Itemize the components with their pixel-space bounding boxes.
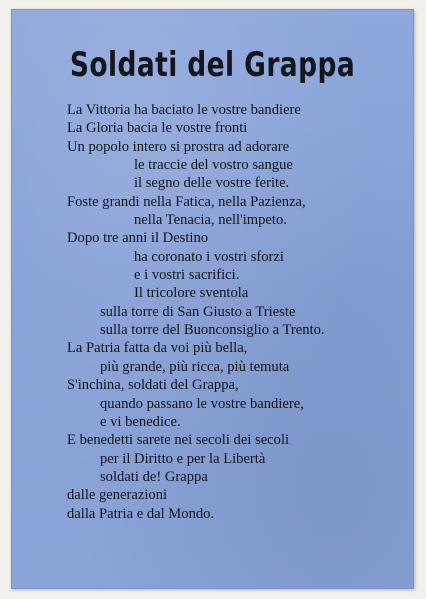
verse-line: La Vittoria ha baciato le vostre bandiere (67, 102, 301, 118)
verse-line: sulla torre di San Giusto a Trieste (100, 303, 296, 320)
poster-title: Soldati del Grappa (69, 45, 356, 85)
verse-line: S'inchina, soldati del Grappa, (67, 377, 239, 394)
verse-line: le traccie del vostro sangue (134, 157, 293, 174)
verse-line: Dopo tre anni il Destino (67, 230, 209, 247)
verse-line: ha coronato i vostri sforzi (134, 248, 284, 265)
verse-line: Il tricolore sventola (134, 285, 249, 302)
verse-line: La Patria fatta da voi più bella, (67, 340, 248, 357)
verse-line: per il Diritto e per la Libertà (100, 450, 266, 467)
verse-line: sulla torre del Buonconsiglio a Trento. (100, 322, 325, 339)
verse-line: quando passano le vostre bandiere, (100, 395, 304, 412)
verse-line: La Gloria bacia le vostre fronti (67, 120, 248, 137)
verse-line: più grande, più ricca, più temuta (100, 358, 290, 375)
verse-line: nella Tenacia, nell'impeto. (134, 212, 287, 229)
verse-line: dalla Patria e dal Mondo. (67, 505, 215, 522)
verse-line: e vi benedice. (100, 413, 181, 430)
verse-line: soldati de! Grappa (100, 468, 208, 485)
verse-list (11, 101, 414, 523)
verse-line: Un popolo intero si prostra ad adorare (67, 138, 290, 155)
verse-line: E benedetti sarete nei secoli dei secoli (67, 432, 290, 449)
poster (11, 9, 414, 589)
verse-line: dalle generazioni (67, 487, 168, 504)
verse-line: il segno delle vostre ferite. (134, 175, 290, 192)
verse-line: e i vostri sacrifici. (134, 267, 240, 284)
verse-line: Foste grandi nella Fatica, nella Pazienza, (67, 193, 306, 210)
